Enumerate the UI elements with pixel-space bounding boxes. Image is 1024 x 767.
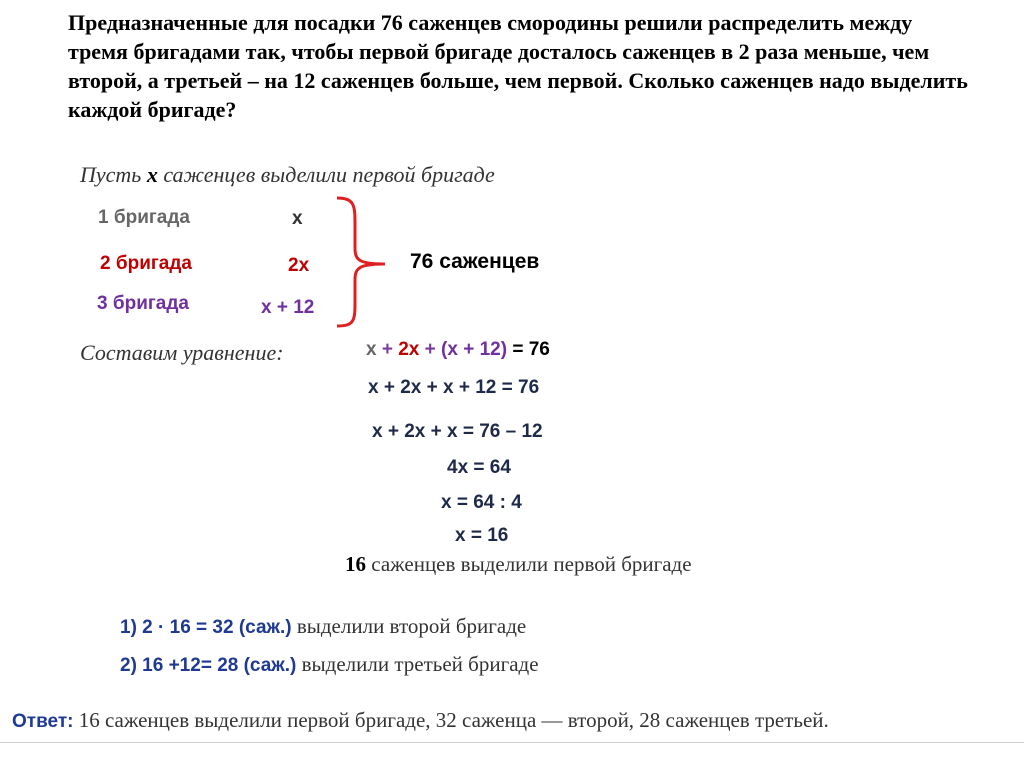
brigade-1-label: 1 бригада bbox=[98, 207, 190, 228]
solution-step-4: x = 64 : 4 bbox=[441, 492, 522, 513]
answer-line bbox=[12, 708, 829, 733]
equation-rhs: = 76 bbox=[507, 339, 550, 360]
equation-term-2: 2x bbox=[398, 339, 420, 360]
let-suffix: саженцев выделили первой бригаде bbox=[163, 162, 495, 187]
solution-step-2: x + 2x + x = 76 – 12 bbox=[372, 421, 543, 442]
solution-step-3: 4x = 64 bbox=[447, 457, 511, 478]
total-seedlings: 76 саженцев bbox=[410, 250, 540, 273]
answer-label: Ответ: bbox=[12, 711, 74, 732]
bottom-divider bbox=[0, 742, 1024, 743]
result-text: саженцев выделили первой бригаде bbox=[366, 552, 692, 576]
equation-term-3: (x + 12) bbox=[441, 339, 508, 360]
let-prefix: Пусть bbox=[80, 162, 142, 187]
step-2-text: выделили третьей бригаде bbox=[296, 652, 539, 676]
main-equation bbox=[366, 339, 550, 361]
let-statement bbox=[80, 162, 495, 188]
curly-brace-icon bbox=[335, 196, 395, 328]
step-1-calc: 1) 2 · 16 = 32 (саж.) bbox=[120, 617, 292, 638]
brigade-2-expr: 2x bbox=[288, 255, 310, 276]
equation-term-1: x bbox=[366, 339, 377, 360]
equation-plus-2: + bbox=[419, 339, 442, 360]
brigade-3-label: 3 бригада bbox=[97, 293, 189, 314]
problem-statement: Предназначенные для посадки 76 саженцев смородины решили распределить между тремя бригадами так, чтобы первой бригаде досталось саженцев в 2 раза меньше, чем второй, а третьей – на 12 саженцев больше, чем первой. Сколько саженцев надо выделить каждой бригаде? bbox=[68, 10, 968, 122]
solution-step-5: x = 16 bbox=[455, 525, 509, 546]
result-number: 16 bbox=[345, 552, 366, 576]
brigade-1-expr: x bbox=[292, 208, 303, 229]
compose-equation-label: Составим уравнение: bbox=[80, 340, 284, 365]
brigade-2-label: 2 бригада bbox=[100, 253, 192, 274]
solution-step-1: x + 2x + x + 12 = 76 bbox=[368, 377, 540, 398]
answer-text: 16 саженцев выделили первой бригаде, 32 саженца — второй, 28 саженцев третьей. bbox=[73, 708, 829, 732]
step-second-brigade bbox=[120, 614, 526, 639]
let-variable: x bbox=[146, 162, 158, 187]
brigade-3-expr: x + 12 bbox=[261, 297, 315, 318]
first-brigade-result bbox=[345, 552, 692, 577]
equation-plus-1: + bbox=[376, 339, 399, 360]
step-2-calc: 2) 16 +12= 28 (саж.) bbox=[120, 655, 297, 676]
step-1-text: выделили второй бригаде bbox=[291, 614, 527, 638]
step-third-brigade bbox=[120, 652, 539, 677]
